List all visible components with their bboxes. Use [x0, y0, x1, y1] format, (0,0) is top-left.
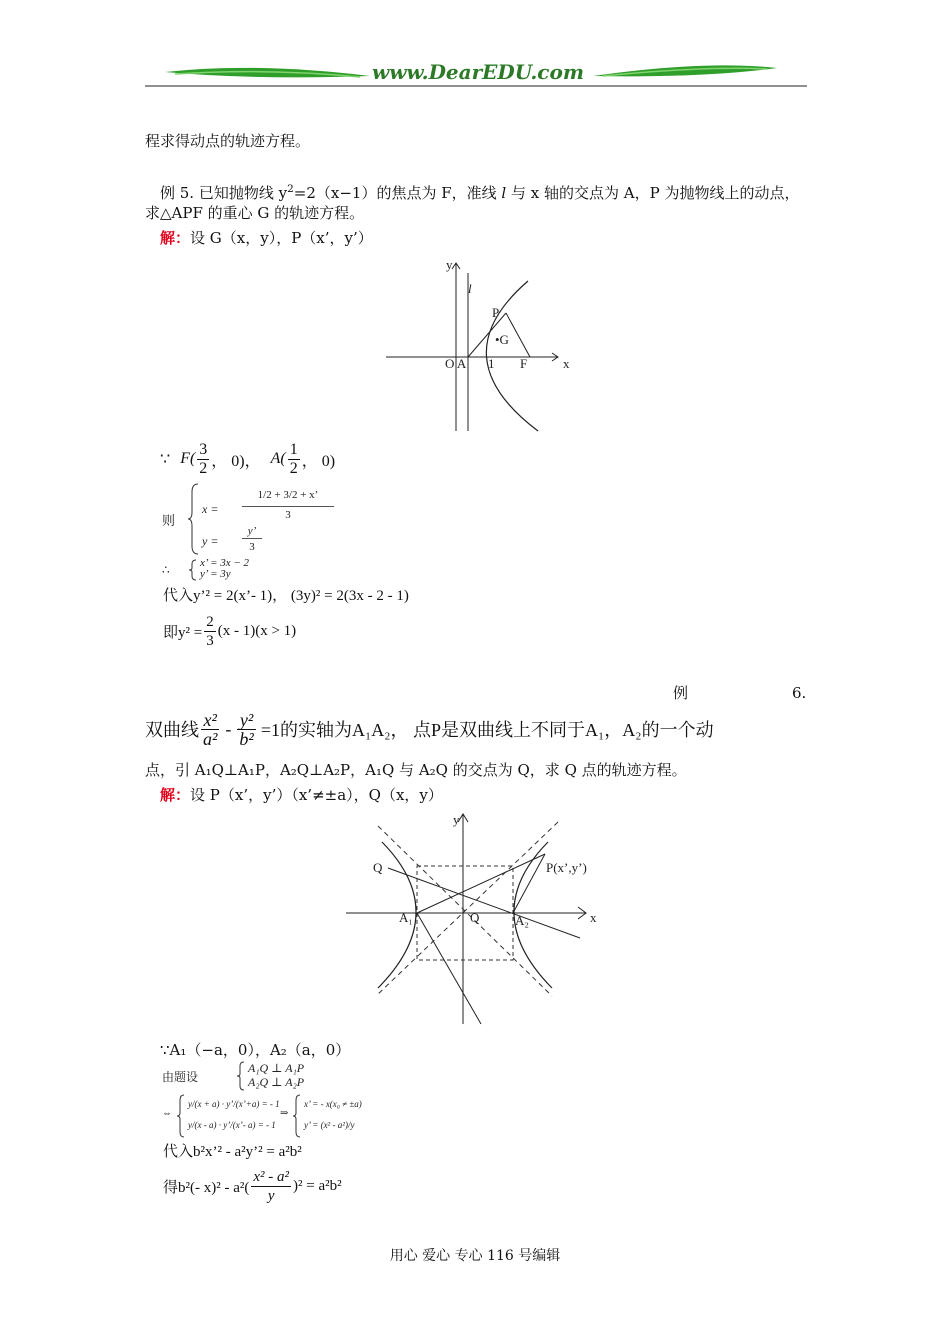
focus-point-line [160, 438, 335, 480]
example6-label: 例 [673, 684, 689, 702]
fig1-label-l: l [468, 281, 472, 296]
fig2-label-A2: A₂ [515, 913, 529, 928]
intro-line: 程求得动点的轨迹方程。 [145, 132, 311, 150]
example6-line1 [145, 706, 714, 752]
given-brace-icon [236, 1061, 246, 1091]
example6-line2: 点，引 A₁Q⊥A₁P，A₂Q⊥A₂P，A₁Q 与 A₂Q 的交点为 Q，求 Q 点的轨迹方程。 [145, 761, 687, 779]
then-label: 则 [162, 513, 176, 528]
line-A2P [513, 854, 545, 913]
example6-number: 6. [792, 684, 807, 702]
example5-line1-sup: 2 [287, 183, 294, 195]
fig2-label-Q-left: Q [373, 860, 383, 875]
given-1: A₁Q ⊥ A₁P [248, 1061, 305, 1075]
ex6-frac1-den: a² [203, 728, 218, 749]
F-fraction [197, 441, 209, 478]
result-rest: (x - 1)(x > 1) [217, 622, 297, 639]
parabola-figure [380, 255, 580, 435]
sys-y-num: y’ [242, 525, 262, 539]
get-rest: )² = a²b² [293, 1177, 342, 1194]
example5-line1-l: l [501, 184, 507, 202]
ex6-given-system [162, 1060, 362, 1092]
implies-symbol: ⇒ [280, 1108, 289, 1119]
ex6-solution-text: 设 P（x’，y’）（x’≠±a），Q（x，y） [190, 786, 443, 804]
result-den: 3 [206, 632, 214, 649]
ex6-frac1 [201, 711, 219, 748]
A-den: 2 [289, 459, 298, 477]
get-prefix: 得b²(- x)² - a²( [163, 1179, 250, 1196]
header-logo-text: www.DearEDU.com [371, 60, 584, 84]
A-label: A( [270, 450, 286, 467]
sol-brace-icon [292, 1094, 302, 1138]
fig1-label-G: •G [495, 332, 509, 347]
ex6-frac2 [237, 711, 255, 748]
get-fraction [251, 1168, 291, 1205]
parabola-diagram [380, 255, 580, 435]
solution-label: 解： [160, 229, 191, 247]
page-footer: 用心 爱心 专心 116 号编辑 [389, 1248, 561, 1264]
substitution-system [162, 558, 322, 582]
fig1-label-OA: O A [445, 356, 467, 371]
ex6-substitute-line: 代入b²x’² - a²y’² = a²b² [163, 1144, 302, 1160]
result-num: 2 [206, 613, 214, 630]
centroid-system [162, 480, 362, 558]
result-prefix: 即y² = [163, 624, 203, 641]
hyperbola-figure [340, 810, 610, 1028]
sys-x-num: 1/2 + 3/2 + x’ [242, 484, 334, 507]
fig2-label-y: y [453, 812, 460, 827]
header-banner [145, 58, 807, 92]
sub-x: x’ = 3x − 2 [200, 558, 250, 569]
ex6-get-line [163, 1164, 342, 1208]
ex6-line1-b: =1的实轴为A₁A₂， 点P是双曲线上不同于A₁，A₂的一个动 [260, 720, 714, 740]
A-fraction [288, 441, 300, 478]
F-den: 2 [199, 459, 208, 477]
asymptote-2 [376, 822, 558, 996]
F-rest: ， 0)， [211, 452, 261, 470]
example5-solution [160, 228, 373, 248]
get-den: y [267, 1187, 275, 1204]
sub-y: y’ = 3y [200, 568, 231, 580]
ex5-substitute-line: 代入y’² = 2(x’- 1)， (3y)² = 2(3x - 2 - 1) [163, 588, 409, 604]
ex6-minus: - [225, 718, 232, 739]
example5-line1-prefix: 例 5. 已知抛物线 y [160, 184, 288, 202]
ex5-result-line [163, 610, 296, 652]
sol-1: x’ = - x(x₀ ≠ ±a) [304, 1099, 362, 1109]
given-label: 由题设 [162, 1070, 199, 1084]
given-2: A₂Q ⊥ A₂P [248, 1075, 305, 1089]
ex6-line1-a: 双曲线 [145, 720, 199, 740]
ex6-equation-system [162, 1094, 422, 1138]
sys-x-label: x = [202, 502, 219, 516]
brace-small-icon [188, 559, 198, 581]
segment-PF [506, 313, 530, 357]
therefore-symbol: ∴ [162, 563, 170, 577]
get-num: x² - a² [253, 1168, 290, 1185]
fig1-label-1: 1 [488, 356, 495, 371]
A-num: 1 [289, 440, 298, 458]
fig2-label-A1: A₁ [399, 910, 413, 925]
eq-1: y/(x + a) · y’/(x’+a) = - 1 [188, 1099, 280, 1109]
line-A1Q [417, 913, 481, 1024]
ex6-points-line: ∵A₁（−a，0），A₂（a，0） [160, 1041, 351, 1059]
eq-brace-icon [176, 1094, 186, 1138]
fig1-label-P: P [492, 305, 500, 320]
F-label: F( [180, 450, 196, 467]
A-rest: ， 0) [301, 452, 336, 470]
F-num: 3 [199, 440, 208, 458]
fig2-label-P: P(x’,y’) [546, 860, 587, 875]
ex6-frac1-num: x² [201, 711, 219, 730]
ex6-frac2-den: b² [239, 728, 254, 749]
brace-icon [188, 482, 200, 556]
sys-y-den: 3 [249, 541, 255, 553]
example5-line1 [160, 179, 799, 203]
example5-line1-rest: 与 x 轴的交点为 A，P 为抛物线上的动点， [506, 184, 800, 202]
iff-symbol: ⇔ [162, 1108, 172, 1119]
example6-solution [160, 785, 443, 805]
fig1-label-F: F [520, 356, 528, 371]
ex6-frac2-num: y² [237, 711, 255, 730]
fig2-label-Q-mid: Q [470, 910, 480, 925]
example5-line1-mid: =2（x−1）的焦点为 F，准线 [293, 184, 502, 202]
eq-2: y/(x - a) · y’/(x’- a) = - 1 [188, 1120, 276, 1130]
solution-text: 设 G（x，y），P（x’，y’） [190, 229, 373, 247]
sys-x-den: 3 [285, 509, 291, 521]
fig1-label-y: y [446, 257, 453, 272]
sol-2: y’ = (x² - a²)/y [304, 1120, 355, 1130]
sys-y-label: y = [202, 534, 219, 548]
result-fraction [204, 613, 216, 650]
fig2-label-x: x [590, 910, 597, 925]
fig1-label-x: x [563, 356, 570, 371]
example5-line2: 求△APF 的重心 G 的轨迹方程。 [145, 204, 365, 222]
ex6-solution-label: 解： [160, 786, 191, 804]
because-symbol: ∵ [160, 451, 171, 468]
